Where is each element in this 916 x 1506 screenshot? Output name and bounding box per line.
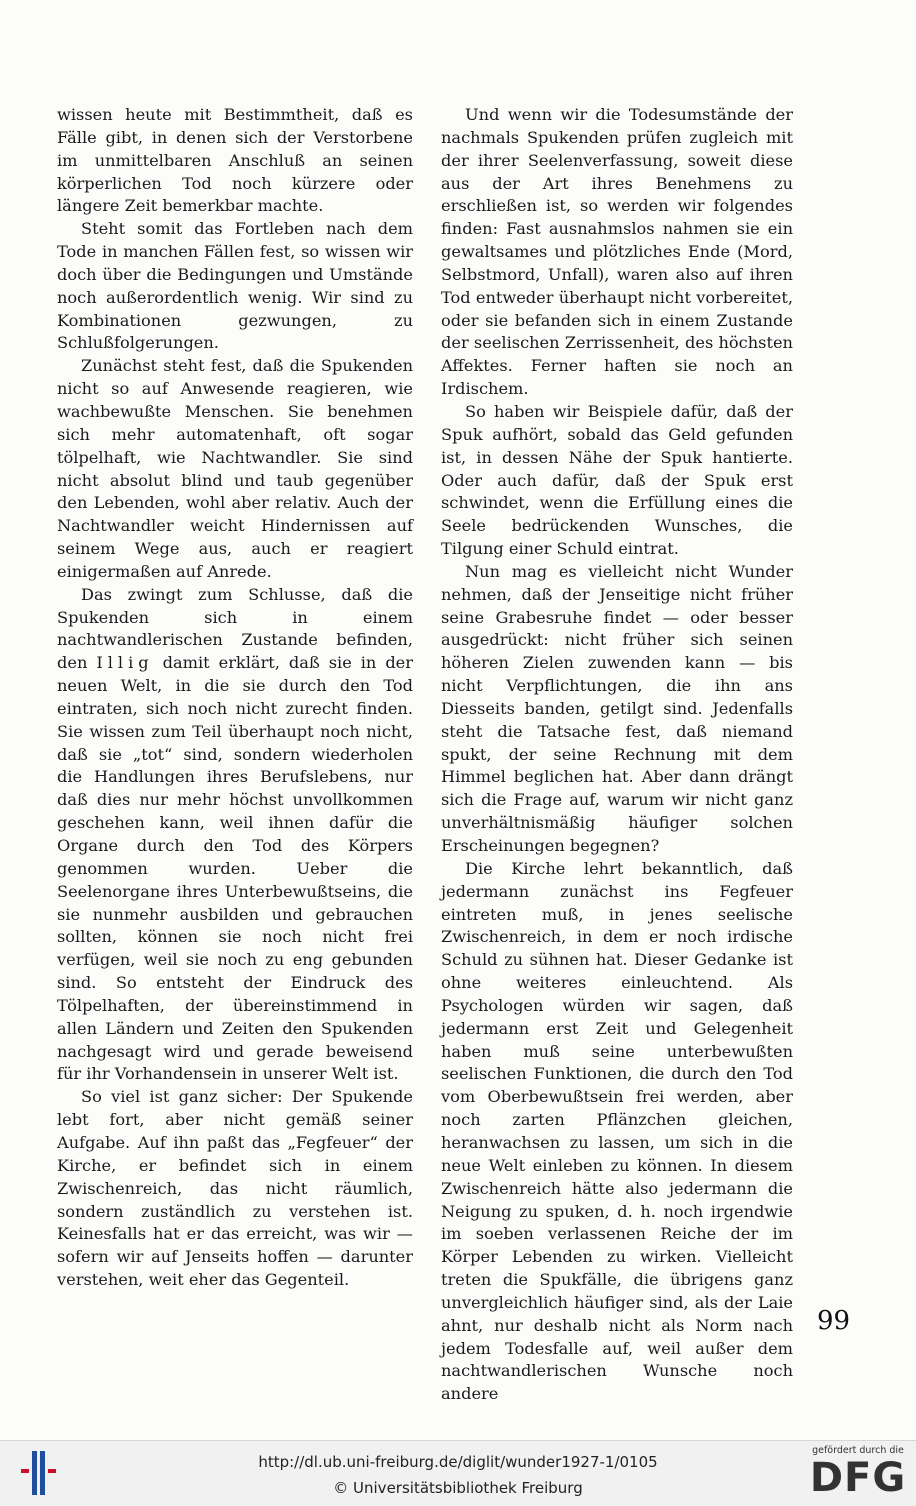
dfg-logo: DFG	[809, 1455, 907, 1501]
paragraph-text: Das zwingt zum Schlusse, daß die Spukenden sich in einem nachtwandlerischen Zustande befinden, den	[57, 584, 413, 673]
paragraph: Nun mag es vielleicht nicht Wunder nehmen, daß der Jenseitige nicht früher seine Grabesruhe findet — oder besser ausgedrückt: nicht früher sich seinen höheren Zielen zuwenden kann — bis nicht Verpflichtungen, die ihn ans Diesseits banden, getilgt sind. Jedenfalls steht die Tatsache fest, daß niemand spukt, der seine Rechnung mit dem Himmel beglichen hat. Aber dann drängt sich die Frage auf, warum wir nicht ganz unverhältnismäßig häufiger solchen Erscheinungen begegnen?	[441, 561, 793, 855]
page-number: 99	[817, 1306, 851, 1336]
right-column	[441, 104, 793, 1406]
viewer-footer	[0, 1440, 916, 1506]
emphasized-name: Illig	[96, 653, 154, 673]
paragraph: Und wenn wir die Todesumstände der nachmals Spukenden prüfen zugleich mit der ihrer Seelenverfassung, soweit diese aus der Art ihres Benehmens zu erschließen ist, so werden wir folgendes finden: Fast ausnahmslos nahmen sie ein gewaltsames und plötzliches Ende (Mord, Selbstmord, Unfall), waren also auf ihren Tod entweder überhaupt nicht vorbereitet, oder sie befanden sich in einem Zustande der seelischen Zerrissenheit, des höchsten Affektes. Ferner haften sie noch an Irdischem.	[441, 105, 793, 399]
funding-note: gefördert durch die	[812, 1445, 904, 1456]
paragraph	[57, 584, 413, 1087]
paragraph: wissen heute mit Bestimmtheit, daß es Fälle gibt, in denen sich der Verstorbene im unmittelbaren Anschluß an seinen körperlichen Tod noch kürzere oder längere Zeit bemerkbar machte.	[57, 105, 413, 216]
permalink-link[interactable]: http://dl.ub.uni-freiburg.de/diglit/wunder1927-1/0105	[258, 1453, 658, 1471]
left-column	[57, 104, 413, 1292]
paragraph: Steht somit das Fortleben nach dem Tode in manchen Fällen fest, so wissen wir doch über die Bedingungen und Umstände noch außerordentlich wenig. Wir sind zu Kombinationen gezwungen, zu Schlußfolgerungen.	[57, 219, 413, 353]
paragraph: So viel ist ganz sicher: Der Spukende lebt fort, aber nicht gemäß seiner Aufgabe. Auf ihn paßt das „Fegfeuer“ der Kirche, er befindet sich in einem Zwischenreich, das nicht räumlich, sondern zuständlich zu verstehen ist. Keinesfalls hat er das erreicht, was wir — sofern wir auf Jenseits hoffen — darunter verstehen, weit eher das Gegenteil.	[57, 1087, 413, 1290]
paragraph: Die Kirche lehrt bekanntlich, daß jedermann zunächst ins Fegfeuer eintreten muß, in jenes seelische Zwischenreich, in dem er noch irdische Schuld zu sühnen hat. Dieser Gedanke ist ohne weiteres einleuchtend. Als Psychologen würden wir sagen, daß jedermann erst Zeit und Gelegenheit haben muß seine unterbewußten seelischen Funktionen, die durch den Tod vom Oberbewußtsein frei werden, aber noch zarten Pflänzchen gleichen, heranwachsen zu lassen, um sich in die neue Welt einleben zu können. In diesem Zwischenreich hätte also jedermann die Neigung zu spuken, d. h. noch irgendwie im soeben verlassenen Reiche der im Körper Lebenden zu wirken. Vielleicht treten die Spukfälle, die übrigens ganz unvergleichlich häufiger sind, als der Laie ahnt, nur deshalb nicht als Norm nach jedem Todesfalle auf, weil außer dem nachtwandlerischen Wunsche noch andere	[441, 858, 793, 1404]
paragraph: Zunächst steht fest, daß die Spukenden nicht so auf Anwesende reagieren, wie wachbewußte Menschen. Sie benehmen sich mehr automatenhaft, oft sogar tölpelhaft, wie Nachtwandler. Sie sind nicht absolut blind und taub gegenüber den Lebenden, wohl aber relativ. Auch der Nachtwandler weicht Hindernissen auf seinem Wege aus, auch er reagiert einigermaßen auf Anrede.	[57, 356, 413, 581]
paragraph-text: damit erklärt, daß sie in der neuen Welt, in die sie durch den Tod eintraten, sich noch nicht zurecht finden. Sie wissen zum Teil überhaupt noch nicht, daß sie „tot“ sind, sondern wiederholen die Handlungen ihres Berufslebens, nur daß dies nur mehr höchst unvollkommen geschehen kann, weil ihnen dafür die Organe durch den Tod des Körpers genommen wurden. Ueber die Seelenorgane ihres Unterbewußtseins, die sie nunmehr ausbilden und gebrauchen sollten, können sie noch nicht frei verfügen, weil sie noch zu eng gebunden sind. So entsteht der Eindruck des Tölpelhaften, der übereinstimmend in allen Ländern und Zeiten den Spukenden nachgesagt wird und gerade beweisend für ihr Vorhandensein in unserer Welt ist.	[57, 653, 414, 1084]
copyright-notice: © Universitätsbibliothek Freiburg	[333, 1479, 583, 1497]
paragraph: So haben wir Beispiele dafür, daß der Spuk aufhört, sobald das Geld gefunden ist, in dessen Nähe der Spuk hantierte. Oder auch dafür, daß der Spuk erst schwindet, wenn die Erfüllung eines die Seele bedrückenden Wunsches, die Tilgung einer Schuld eintrat.	[441, 401, 793, 559]
